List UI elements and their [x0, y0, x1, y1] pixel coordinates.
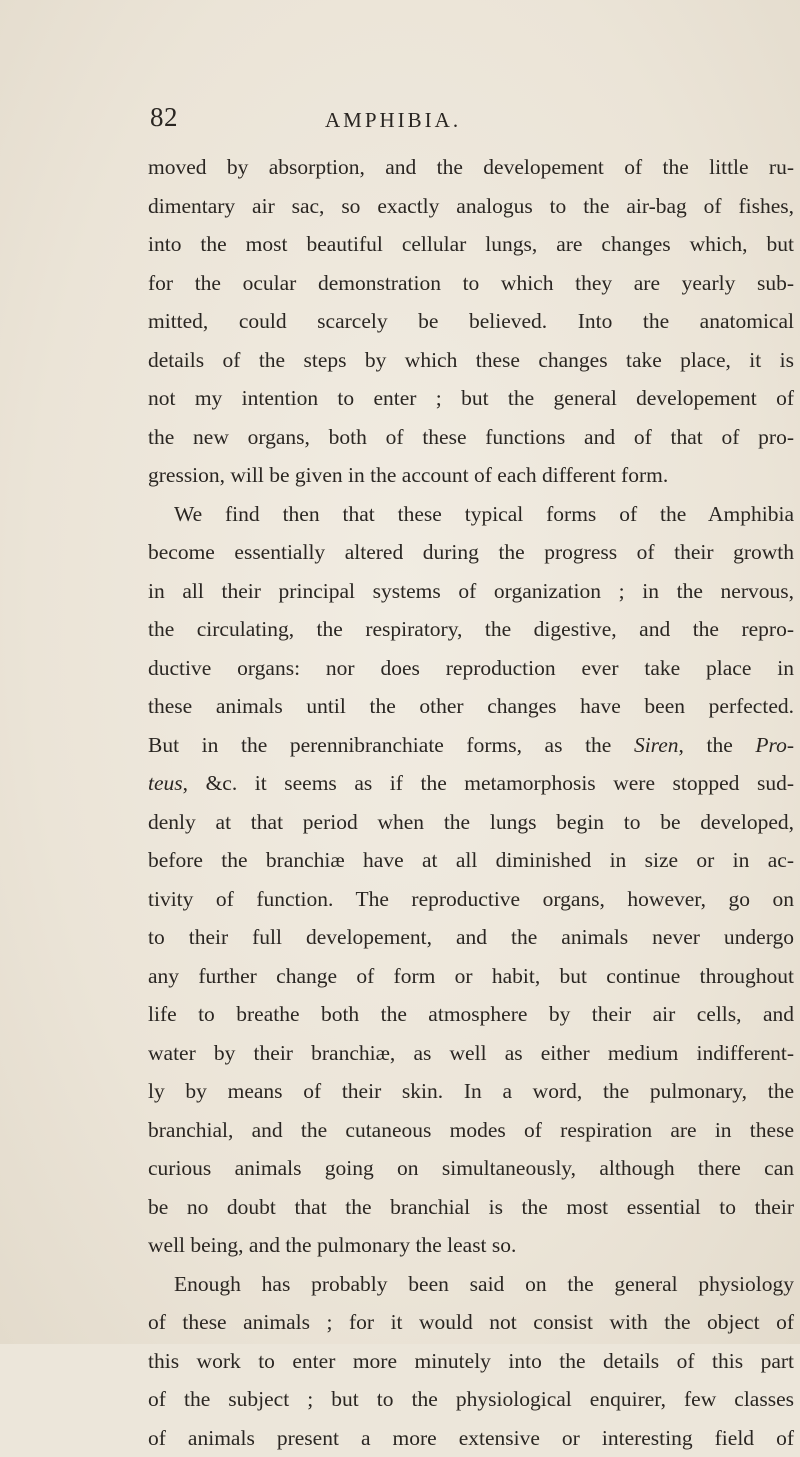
text-line: not my intention to enter ; but the general developement of	[148, 379, 794, 418]
text-line: the new organs, both of these functions and of that of pro-	[148, 418, 794, 457]
text-line: be no doubt that the branchial is the most essential to their	[148, 1188, 794, 1227]
text-line: become essentially altered during the progress of their growth	[148, 533, 794, 572]
text-line: dimentary air sac, so exactly analogus to the air-bag of fishes,	[148, 187, 794, 226]
text-line: of these animals ; for it would not consist with the object of	[148, 1303, 794, 1342]
text-line: branchial, and the cutaneous modes of respiration are in these	[148, 1111, 794, 1150]
text-line: life to breathe both the atmosphere by their air cells, and	[148, 995, 794, 1034]
text-line: any further change of form or habit, but continue throughout	[148, 957, 794, 996]
text-line: before the branchiæ have at all diminished in size or in ac-	[148, 841, 794, 880]
page-header	[150, 102, 790, 142]
text-line: well being, and the pulmonary the least so.	[148, 1226, 794, 1265]
text-line: teus, &c. it seems as if the metamorphosis were stopped sud-	[148, 764, 794, 803]
text-line: tivity of function. The reproductive organs, however, go on	[148, 880, 794, 919]
text-line: into the most beautiful cellular lungs, are changes which, but	[148, 225, 794, 264]
text-line: But in the perennibranchiate forms, as the Siren, the Pro-	[148, 726, 794, 765]
text-line: the circulating, the respiratory, the digestive, and the repro-	[148, 610, 794, 649]
text-line: curious animals going on simultaneously, although there can	[148, 1149, 794, 1188]
text-line: Enough has probably been said on the general physiology	[148, 1265, 794, 1304]
page-number: 82	[150, 102, 178, 133]
body-text	[148, 148, 794, 1457]
text-line: details of the steps by which these changes take place, it is	[148, 341, 794, 380]
text-line: ly by means of their skin. In a word, the pulmonary, the	[148, 1072, 794, 1111]
text-line: this work to enter more minutely into the details of this part	[148, 1342, 794, 1381]
text-line: these animals until the other changes have been perfected.	[148, 687, 794, 726]
text-line: of the subject ; but to the physiological enquirer, few classes	[148, 1380, 794, 1419]
text-line: in all their principal systems of organization ; in the nervous,	[148, 572, 794, 611]
text-line: ductive organs: nor does reproduction ever take place in	[148, 649, 794, 688]
text-line: We find then that these typical forms of the Amphibia	[148, 495, 794, 534]
text-line: for the ocular demonstration to which they are yearly sub-	[148, 264, 794, 303]
running-head: AMPHIBIA.	[325, 108, 461, 133]
text-line: gression, will be given in the account of each different form.	[148, 456, 794, 495]
text-line: of animals present a more extensive or interesting field of	[148, 1419, 794, 1457]
text-line: water by their branchiæ, as well as either medium indifferent-	[148, 1034, 794, 1073]
text-line: mitted, could scarcely be believed. Into the anatomical	[148, 302, 794, 341]
text-line: to their full developement, and the animals never undergo	[148, 918, 794, 957]
text-line: denly at that period when the lungs begin to be developed,	[148, 803, 794, 842]
text-line: moved by absorption, and the developement of the little ru-	[148, 148, 794, 187]
